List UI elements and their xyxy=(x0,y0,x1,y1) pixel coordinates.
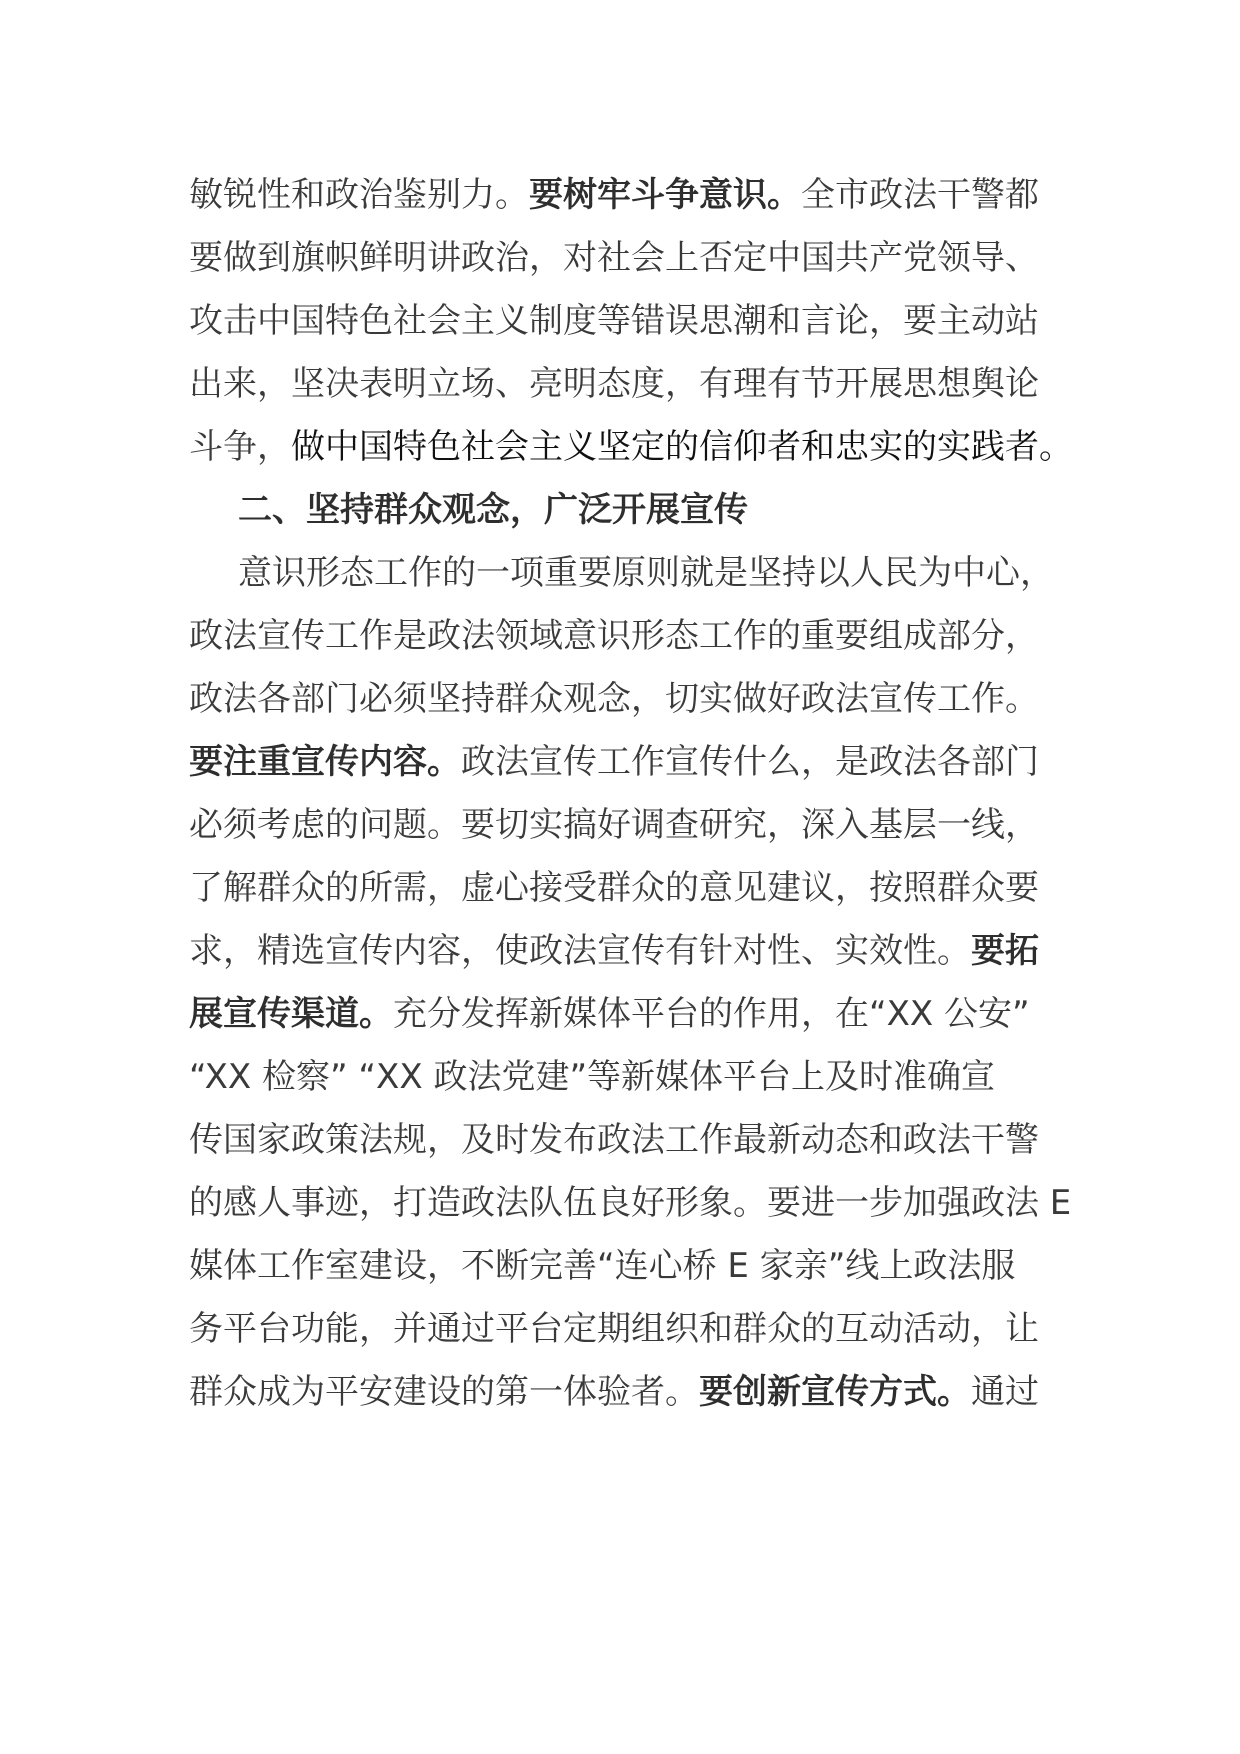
bold-text-run: 要注重宣传内容。 xyxy=(189,742,461,782)
text-line xyxy=(189,160,1069,230)
bold-text-run: 要树牢斗争意识。 xyxy=(529,175,801,215)
text-line: 传国家政策法规，及时发布政法工作最新动态和政法干警 xyxy=(189,1120,1039,1160)
text-run: 求，精选宣传内容，使政法宣传有针对性、实效性。 xyxy=(189,931,971,971)
text-line: “XX 检察” “XX 政法党建”等新媒体平台上及时准确宣 xyxy=(189,1057,996,1097)
text-line: 的感人事迹，打造政法队伍良好形象。要进一步加强政法 E xyxy=(189,1183,1072,1223)
text-run: 全市政法干警都 xyxy=(801,175,1039,215)
text-line: 政法各部门必须坚持群众观念，切实做好政法宣传工作。 xyxy=(189,679,1039,719)
bold-text-run: 展宣传渠道。 xyxy=(189,994,393,1034)
text-line: 了解群众的所需，虚心接受群众的意见建议，按照群众要 xyxy=(189,868,1039,908)
bold-text-run: 要创新宣传方式。 xyxy=(699,1372,971,1412)
text-run: 做中国特色社会主义坚定的信仰者和忠实的实践者。 xyxy=(291,427,1073,467)
text-line: 攻击中国特色社会主义制度等错误思潮和言论，要主动站 xyxy=(189,301,1039,341)
text-run: 群众成为平安建设的第一体验者。 xyxy=(189,1372,699,1412)
bold-text-run: 要拓 xyxy=(971,931,1039,971)
text-line: 出来，坚决表明立场、亮明态度，有理有节开展思想舆论 xyxy=(189,364,1039,404)
text-line: 政法宣传工作是政法领域意识形态工作的重要组成部分， xyxy=(189,616,1039,656)
text-line: 必须考虑的问题。要切实搞好调查研究，深入基层一线， xyxy=(189,805,1039,845)
section-heading: 二、坚持群众观念，广泛开展宣传 xyxy=(238,490,748,530)
text-line xyxy=(189,727,1069,797)
text-line xyxy=(189,412,1073,482)
text-run: 敏锐性和政治鉴别力。 xyxy=(189,175,529,215)
text-run: 斗争， xyxy=(189,427,291,467)
text-line: 媒体工作室建设，不断完善“连心桥 E 家亲”线上政法服 xyxy=(189,1246,1016,1286)
text-run: 通过 xyxy=(971,1372,1039,1412)
text-line xyxy=(189,979,1069,1049)
text-line: 要做到旗帜鲜明讲政治，对社会上否定中国共产党领导、 xyxy=(189,238,1039,278)
text-line: 务平台功能，并通过平台定期组织和群众的互动活动，让 xyxy=(189,1309,1039,1349)
text-line: 意识形态工作的一项重要原则就是坚持以人民为中心， xyxy=(238,553,1054,593)
text-run: 政法宣传工作宣传什么，是政法各部门 xyxy=(461,742,1039,782)
text-line xyxy=(189,1357,1069,1427)
text-line xyxy=(189,916,1069,986)
text-run: 充分发挥新媒体平台的作用，在“XX 公安” xyxy=(393,994,1030,1034)
